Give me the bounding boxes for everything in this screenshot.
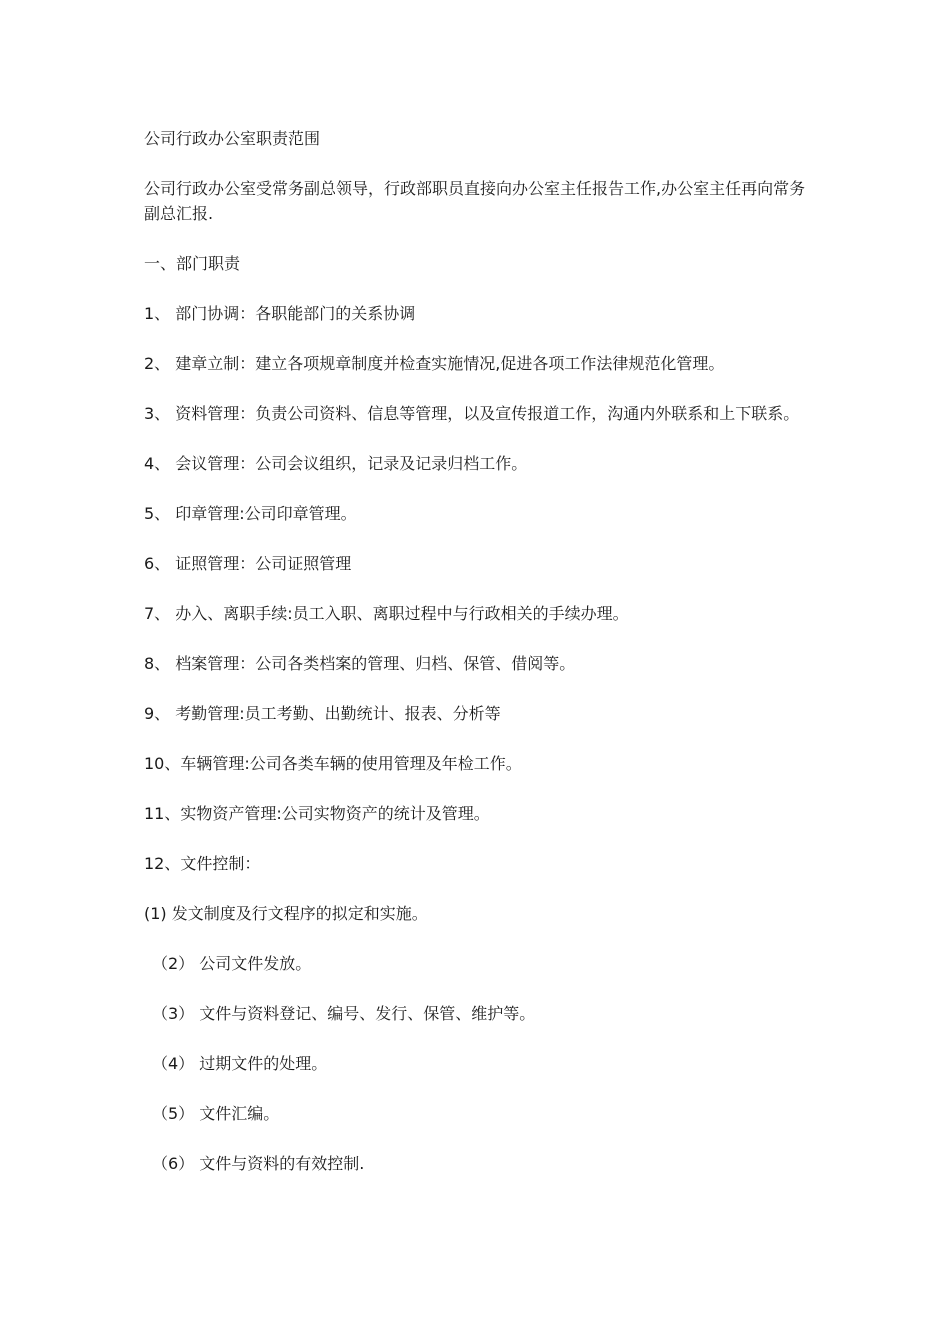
sub-item-5: （5） 文件汇编。 — [152, 1103, 280, 1123]
duty-item-3: 3、 资料管理：负责公司资料、信息等管理，以及宣传报道工作，沟通内外联系和上下联系。 — [144, 403, 800, 423]
intro-paragraph: 公司行政办公室受常务副总领导，行政部职员直接向办公室主任报告工作,办公室主任再向常务副总汇报. — [144, 179, 806, 223]
duty-item-9: 9、 考勤管理:员工考勤、出勤统计、报表、分析等 — [144, 703, 501, 723]
sub-item-4: （4） 过期文件的处理。 — [152, 1053, 328, 1073]
duty-item-2: 2、 建章立制：建立各项规章制度并检查实施情况,促进各项工作法律规范化管理。 — [144, 353, 725, 373]
duty-item-12: 12、文件控制： — [144, 853, 261, 873]
duty-item-1: 1、 部门协调：各职能部门的关系协调 — [144, 303, 416, 323]
sub-item-3: （3） 文件与资料登记、编号、发行、保管、维护等。 — [152, 1003, 536, 1023]
duty-item-10: 10、车辆管理:公司各类车辆的使用管理及年检工作。 — [144, 753, 522, 773]
duty-item-11: 11、实物资产管理:公司实物资产的统计及管理。 — [144, 803, 490, 823]
duty-item-5: 5、 印章管理:公司印章管理。 — [144, 503, 357, 523]
duty-item-7: 7、 办入、离职手续:员工入职、离职过程中与行政相关的手续办理。 — [144, 603, 629, 623]
duty-item-8: 8、 档案管理：公司各类档案的管理、归档、保管、借阅等。 — [144, 653, 576, 673]
duty-item-6: 6、 证照管理：公司证照管理 — [144, 553, 352, 573]
section-heading: 一、部门职责 — [144, 253, 241, 273]
sub-item-6: （6） 文件与资料的有效控制. — [152, 1153, 365, 1173]
duty-item-4: 4、 会议管理：公司会议组织，记录及记录归档工作。 — [144, 453, 528, 473]
document-title: 公司行政办公室职责范围 — [144, 129, 321, 148]
sub-item-1: (1) 发文制度及行文程序的拟定和实施。 — [144, 903, 428, 923]
document-body — [144, 127, 812, 1202]
sub-item-2: （2） 公司文件发放。 — [152, 953, 312, 973]
